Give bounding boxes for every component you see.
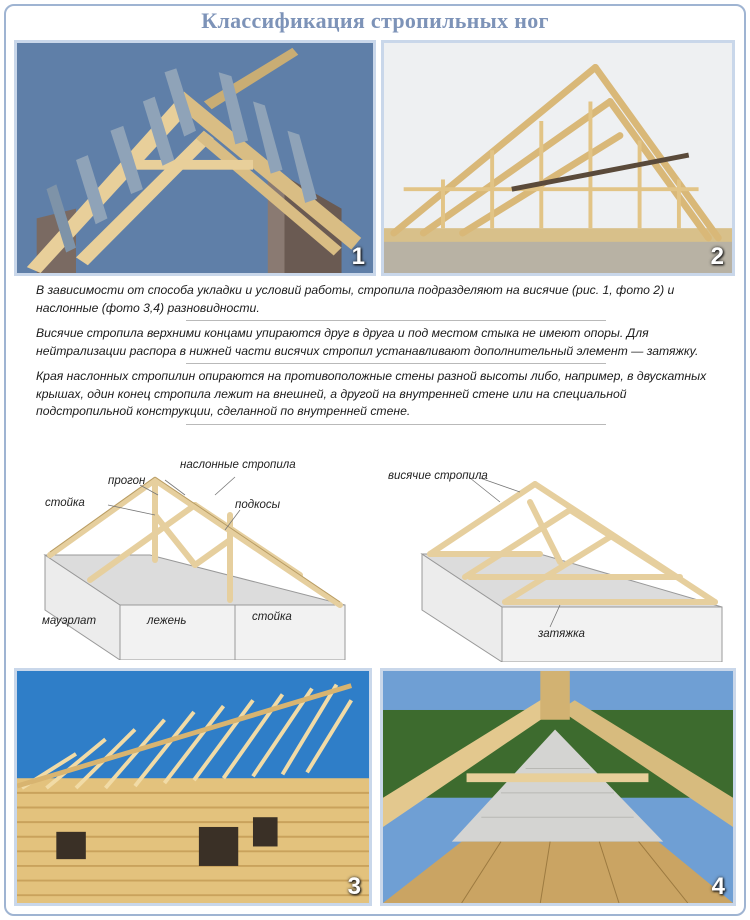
truss-photo-illustration <box>384 43 732 273</box>
divider <box>186 320 606 321</box>
paragraph-leaning-rafters: Края наслонных стропилин опираются на противоположные стены разной высоты либо, например, в двускатных крышах, один конец стропила лежит на внешней, а другой на внутренней стене или на специальной подстропильной конструкции, сделанной по внутренней стене. <box>36 369 707 418</box>
photo-1-rendered-rafters <box>14 40 376 276</box>
photo-number: 2 <box>710 243 724 270</box>
label-post-bottom: стойка <box>252 611 292 623</box>
diagram-leaning-rafters <box>30 455 360 660</box>
photo-number: 1 <box>351 243 365 270</box>
photo-number: 3 <box>347 873 361 900</box>
label-hanging-rafters: висячие стропила <box>388 470 488 482</box>
description-text <box>36 282 726 429</box>
leaning-rafters-drawing <box>30 455 360 660</box>
divider <box>186 424 606 425</box>
label-mauerlat: мауэрлат <box>42 615 97 627</box>
attic-interior-illustration <box>383 671 733 903</box>
diagram-hanging-rafters <box>388 462 730 662</box>
label-struts: подкосы <box>235 499 281 511</box>
photo-number: 4 <box>711 873 725 900</box>
divider <box>186 363 606 364</box>
page-title: Классификация стропильных ног <box>201 8 549 33</box>
paragraph-hanging-rafters: Висячие стропила верхними концами упираются друг в друга и под местом стыка не имеют опоры. Для нейтрализации распора в нижней части висячих стропил устанавливают дополнительный элемент — затяжку. <box>36 326 699 358</box>
photo-3-log-house <box>14 668 372 906</box>
label-leaning-rafters: наслонные стропила <box>180 459 296 471</box>
label-purlin: прогон <box>108 475 146 487</box>
label-tie: затяжка <box>538 628 585 640</box>
label-post-top: стойка <box>45 497 85 509</box>
photo-4-attic-interior <box>380 668 736 906</box>
rafter-render-illustration <box>17 43 373 273</box>
paragraph-classification: В зависимости от способа укладки и условий работы, стропила подразделяют на висячие (рис. 1, фото 2) и наслонные (фото 3,4) разновидности. <box>36 283 675 315</box>
label-sill: лежень <box>147 615 187 627</box>
photo-2-truss-frame <box>381 40 735 276</box>
log-house-illustration <box>17 671 369 903</box>
